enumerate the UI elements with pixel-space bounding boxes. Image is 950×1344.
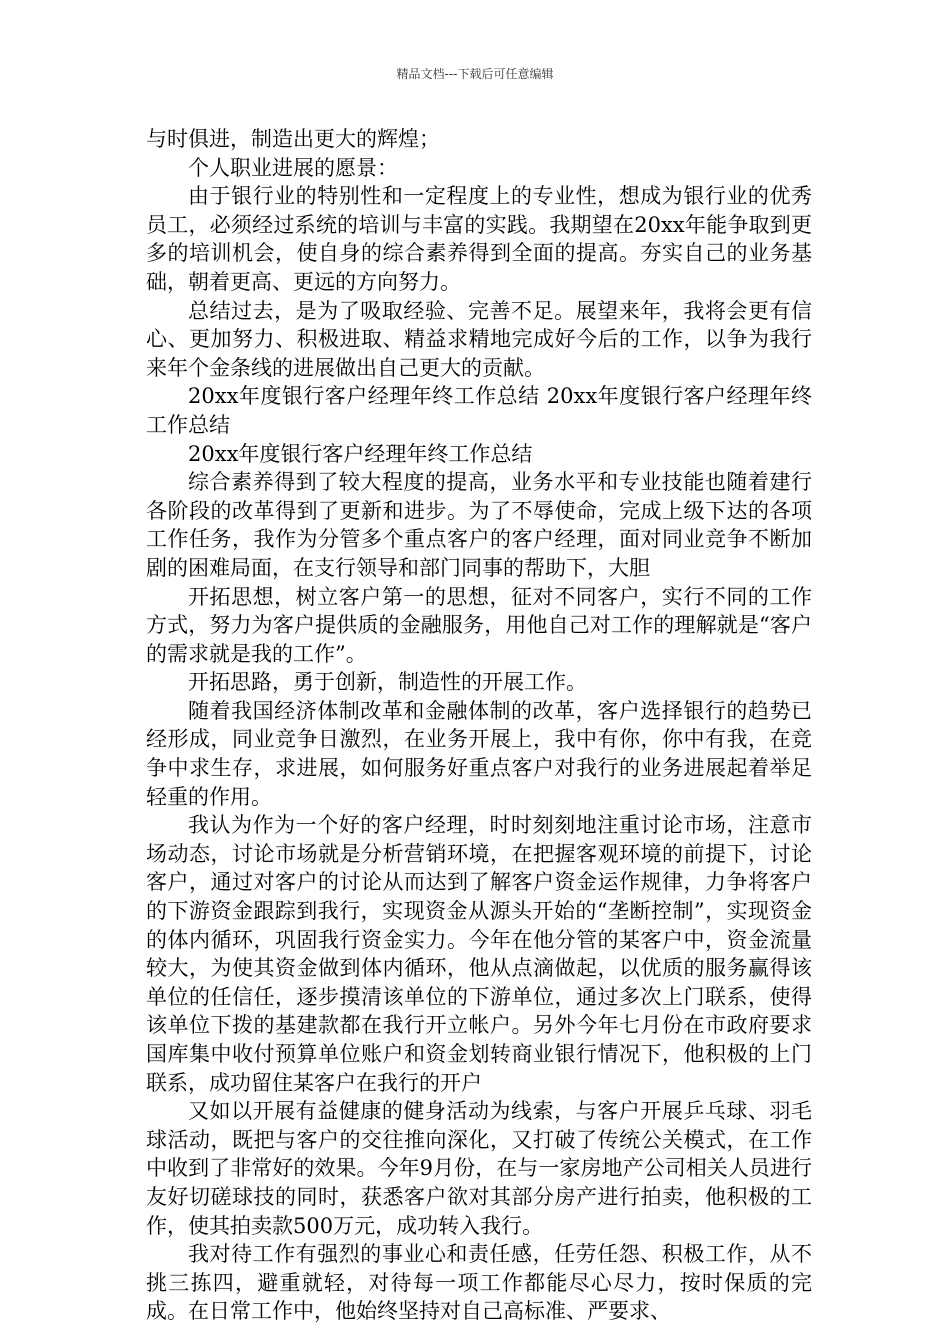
- paragraph-12: 又如以开展有益健康的健身活动为线索，与客户开展乒乓球、羽毛球活动，既把与客户的交往推向深化，又打破了传统公关模式，在工作中收到了非常好的效果。今年9月份，在与一家房地产公司相关人员进行友好切磋球技的同时，获悉客户欲对其部分房产进行拍卖，他积极的工作，使其拍卖款500万元，成功转入我行。: [146, 1099, 812, 1238]
- paragraph-3: 由于银行业的特别性和一定程度上的专业性，想成为银行业的优秀员工，必须经过系统的培训与丰富的实践。我期望在20xx年能争取到更多的培训机会，使自身的综合素养得到全面的提高。夯实自己的业务基础，朝着更高、更远的方向努力。: [146, 184, 812, 294]
- paragraph-9: 开拓思路，勇于创新，制造性的开展工作。: [188, 670, 587, 695]
- paragraph-10: 随着我国经济体制改革和金融体制的改革，客户选择银行的趋势已经形成，同业竞争日激烈，在业务开展上，我中有你，你中有我，在竞争中求生存，求进展，如何服务好重点客户对我行的业务进展起着举足轻重的作用。: [146, 698, 812, 809]
- page-header: 精品文档---下载后可任意编辑: [396, 67, 554, 81]
- paragraph-6: 20xx年度银行客户经理年终工作总结: [188, 441, 533, 466]
- paragraph-7: 综合素养得到了较大程度的提高，业务水平和专业技能也随着建行各阶段的改革得到了更新和进步。为了不辱使命，完成上级下达的各项工作任务，我作为分管多个重点客户的客户经理，面对同业竞争不断加剧的困难局面，在支行领导和部门同事的帮助下，大胆: [146, 470, 812, 580]
- document-body: [146, 125, 812, 1326]
- paragraph-4: 总结过去，是为了吸取经验、完善不足。展望来年，我将会更有信心、更加努力、积极进取、精益求精地完成好今后的工作，以争为我行来年个金条线的进展做出自己更大的贡献。: [146, 298, 812, 380]
- paragraph-2: 个人职业进展的愿景：: [188, 155, 398, 180]
- paragraph-8: 开拓思想，树立客户第一的思想，征对不同客户，实行不同的工作方式，努力为客户提供质的金融服务，用他自己对工作的理解就是“客户的需求就是我的工作”。: [146, 584, 812, 666]
- paragraph-11: 我认为作为一个好的客户经理，时时刻刻地注重讨论市场，注意市场动态，讨论市场就是分析营销环境，在把握客观环境的前提下，讨论客户，通过对客户的讨论从而达到了解客户资金运作规律，力争将客户的下游资金跟踪到我行，实现资金从源头开始的“垄断控制”，实现资金的体内循环，巩固我行资金实力。今年在他分管的某客户中，资金流量较大，为使其资金做到体内循环，他从点滴做起，以优质的服务赢得该单位的任信任，逐步摸清该单位的下游单位，通过多次上门联系，使得该单位下拨的基建款都在我行开立帐户。另外今年七月份在市政府要求国库集中收付预算单位账户和资金划转商业银行情况下，他积极的上门联系，成功留住某客户在我行的开户: [146, 813, 812, 1095]
- paragraph-13: 我对待工作有强烈的事业心和责任感，任劳任怨、积极工作，从不挑三拣四，避重就轻，对待每一项工作都能尽心尽力，按时保质的完成。在日常工作中，他始终坚持对自己高标准、严要求、: [146, 1242, 812, 1324]
- paragraph-5: 20xx年度银行客户经理年终工作总结 20xx年度银行客户经理年终工作总结: [146, 384, 812, 437]
- paragraph-1: 与时俱进，制造出更大的辉煌；: [146, 127, 440, 151]
